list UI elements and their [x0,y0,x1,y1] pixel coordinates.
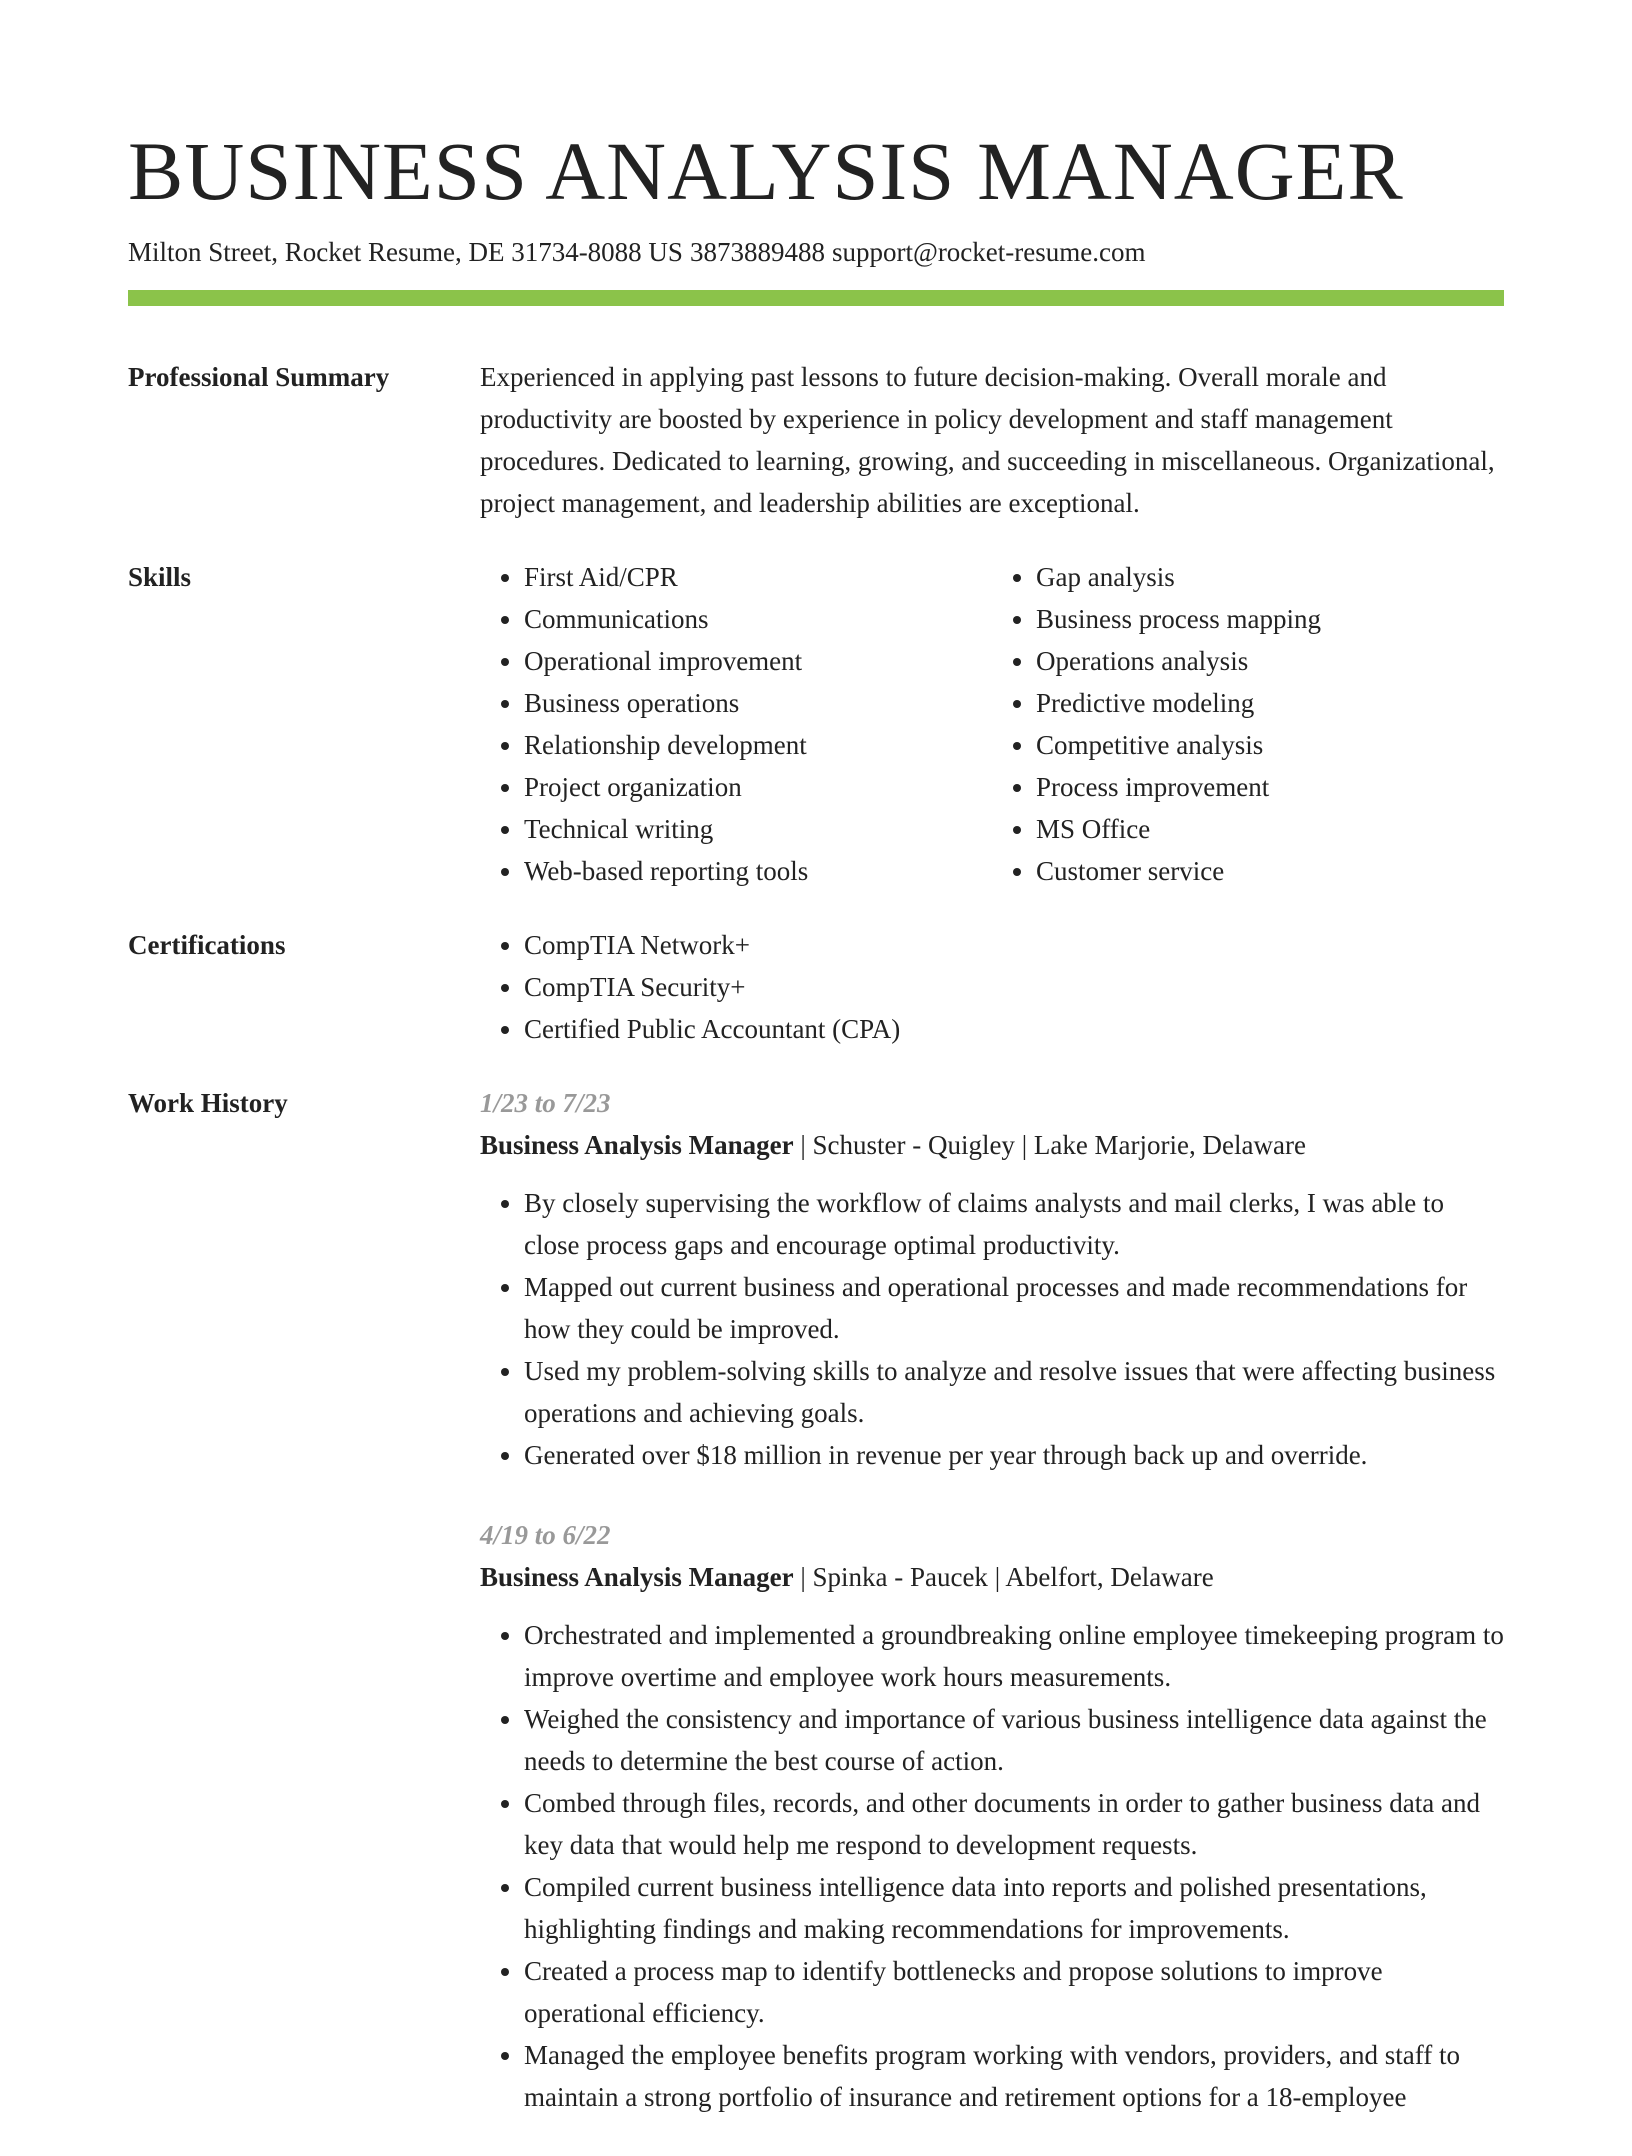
skill-item: • MS Office [1036,808,1504,850]
skills-list-right [992,556,1504,892]
section-title-certifications: Certifications [128,930,286,960]
skill-item: • First Aid/CPR [524,556,992,598]
job-dates: 1/23 to 7/23 [480,1088,611,1118]
skill-item: • Predictive modeling [1036,682,1504,724]
skills-list-left [480,556,992,892]
job-bullet: • Managed the employee benefits program working with vendors, providers, and staff to maintain a strong portfolio of insurance and retirement options for a 18-employee [524,2034,1504,2118]
job-bullet: • Compiled current business intelligence data into reports and polished presentations, highlighting findings and making recommendations for improvements. [524,1866,1504,1950]
contact-phone: 3873889488 [689,237,825,267]
section-title-work-history: Work History [128,1088,288,1118]
skills-section [128,556,1504,892]
skill-item: • Web-based reporting tools [524,850,992,892]
job-entry [480,1514,1504,2118]
job-company: Schuster - Quigley [812,1130,1015,1160]
job-bullet: • Used my problem-solving skills to analyze and resolve issues that were affecting business operations and achieving goals. [524,1350,1504,1434]
job-title-line: Business Analysis Manager | Spinka - Paucek | Abelfort, Delaware [480,1562,1214,1592]
job-bullets [480,1614,1504,2118]
skill-item: • Relationship development [524,724,992,766]
skill-item: • Gap analysis [1036,556,1504,598]
certifications-list [480,924,1504,1050]
job-bullet: • Mapped out current business and operational processes and made recommendations for how they could be improved. [524,1266,1504,1350]
skill-item: • Communications [524,598,992,640]
job-bullets [480,1182,1504,1476]
job-dates: 4/19 to 6/22 [480,1520,611,1550]
contact-address: Milton Street, Rocket Resume, DE 31734-8088 US [128,237,683,267]
job-bullet: • Generated over $18 million in revenue per year through back up and override. [524,1434,1504,1476]
certification-item: • CompTIA Network+ [524,924,1504,966]
contact-line [128,232,1504,272]
job-company: Spinka - Paucek [812,1562,988,1592]
skill-item: • Operational improvement [524,640,992,682]
job-location: Abelfort, Delaware [1005,1562,1214,1592]
job-title-line: Business Analysis Manager | Schuster - Quigley | Lake Marjorie, Delaware [480,1130,1306,1160]
job-title: Business Analysis Manager [480,1562,794,1592]
resume-page [128,118,1504,2156]
certification-item: • CompTIA Security+ [524,966,1504,1008]
resume-name: BUSINESS ANALYSIS MANAGER [128,125,1404,217]
header-divider [128,290,1504,306]
job-location: Lake Marjorie, Delaware [1033,1130,1306,1160]
summary-body [480,356,1504,524]
section-title-summary: Professional Summary [128,362,390,392]
skill-item: • Customer service [1036,850,1504,892]
job-bullet: • Combed through files, records, and other documents in order to gather business data and key data that would help me respond to development requests. [524,1782,1504,1866]
job-bullet: • Weighed the consistency and importance of various business intelligence data against the needs to determine the best course of action. [524,1698,1504,1782]
skill-item: • Business process mapping [1036,598,1504,640]
skill-item: • Project organization [524,766,992,808]
skill-item: • Operations analysis [1036,640,1504,682]
skills-body [480,556,1504,892]
section-title-skills: Skills [128,562,192,592]
skill-item: • Technical writing [524,808,992,850]
job-entry [480,1082,1504,1476]
certifications-section [128,924,1504,1050]
job-bullet: • By closely supervising the workflow of claims analysts and mail clerks, I was able to close process gaps and encourage optimal productivity. [524,1182,1504,1266]
job-bullet: • Created a process map to identify bottlenecks and propose solutions to improve operational efficiency. [524,1950,1504,2034]
summary-section [128,356,1504,524]
skill-item: • Process improvement [1036,766,1504,808]
skill-item: • Business operations [524,682,992,724]
work-history-body [480,1082,1504,2156]
job-bullet: • Orchestrated and implemented a groundbreaking online employee timekeeping program to improve overtime and employee work hours measurements. [524,1614,1504,1698]
certification-item: • Certified Public Accountant (CPA) [524,1008,1504,1050]
certifications-body [480,924,1504,1050]
summary-text: Experienced in applying past lessons to future decision-making. Overall morale and productivity are boosted by experience in policy development and staff management procedures. Dedicated to learning, growing, and succeeding in miscellaneous. Organizational, project management, and leadership abilities are exceptional. [480,362,1495,518]
contact-email: support@rocket-resume.com [831,237,1146,267]
job-title: Business Analysis Manager [480,1130,794,1160]
skill-item: • Competitive analysis [1036,724,1504,766]
work-history-section [128,1082,1504,2156]
